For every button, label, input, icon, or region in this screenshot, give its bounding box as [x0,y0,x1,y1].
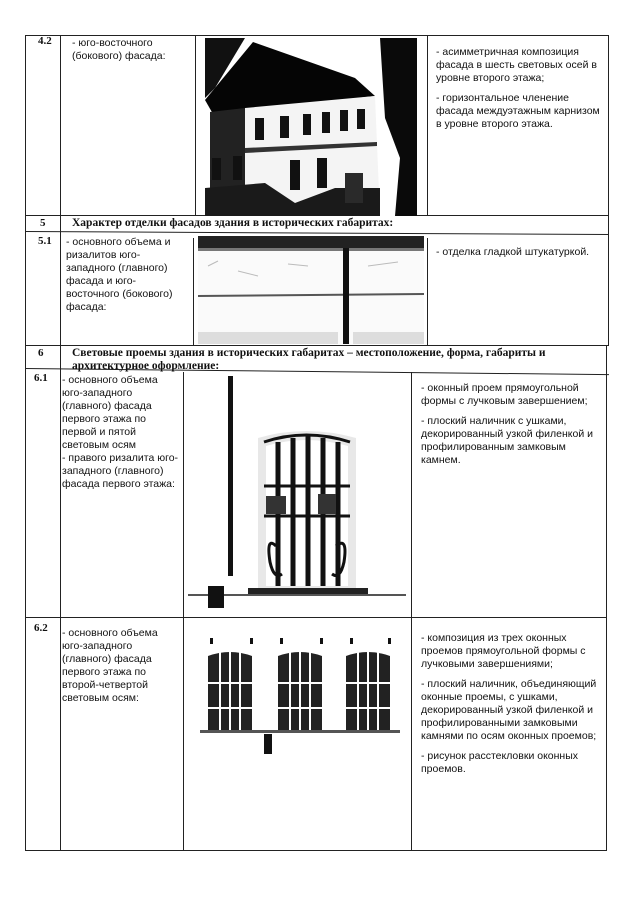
table-border-bottom [25,850,607,851]
row-number: 4.2 [38,35,52,47]
row-notes [421,382,601,474]
row-notes [421,632,601,783]
section-number: 5 [40,217,46,229]
triple-window-photo [190,638,406,756]
note-item: - композиция из трех оконных проемов прямоугольной формы с лучковыми завершениями; [421,632,586,670]
row-element-text: - основного объема юго-западного (главного) фасада первого этажа по первой и пятой световым осям - правого ризалита юго-западного (главного) фасада первого этажа: [62,374,179,490]
section-heading: Характер отделки фасадов здания в исторических габаритах: [72,217,394,229]
window-arched-photo [188,376,406,612]
table-border-left [25,35,26,850]
row-divider [25,617,607,618]
row-notes [436,46,604,138]
row-notes [436,246,604,266]
note-item: - горизонтальное членение фасада междуэтажным карнизом в уровне второго этажа. [436,92,600,130]
row-element-text: - основного объема и ризалитов юго-западного (главного) фасада и юго-восточного (бокового) фасада: [66,236,173,313]
table-border-right [608,225,609,345]
row-divider [25,231,609,235]
note-item: - отделка гладкой штукатуркой. [436,246,590,258]
row-number: 6.1 [34,372,48,384]
note-item: - оконный проем прямоугольной формы с лучковым завершением; [421,382,588,407]
table-col-divider-num [60,35,61,850]
note-item: - рисунок расстекловки оконных проемов. [421,750,579,775]
row-element-text: - юго-восточного (бокового) фасада: [72,37,166,62]
table-border-right [606,345,607,850]
row-number: 6.2 [34,622,48,634]
plaster-finish-photo [198,236,424,344]
row-element-text: - основного объема юго-западного (главного) фасада первого этажа по второй-четвертой световым осям: [62,627,158,704]
table-col-divider [411,372,412,850]
table-col-divider [195,35,196,215]
table-col-divider [427,35,428,215]
note-item: - плоский наличник, объединяющий оконные проемы, с ушками, декорированный узкой филенкой и профилированными замковыми камнями по осям оконных проемов; [421,678,597,742]
row-divider [25,345,609,346]
table-col-divider [193,238,194,346]
table-border-top [25,35,609,36]
table-border-right [608,35,609,225]
note-item: - асимметричная композиция фасада в шесть световых осей в уровне второго этажа; [436,46,597,84]
table-col-divider [427,238,428,346]
note-item: - плоский наличник с ушками, декорированный узкой филенкой и профилированным замковым камнем. [421,415,593,466]
section-heading: Световые проемы здания в исторических габаритах – местоположение, форма, габариты и архитектурное оформление: [72,347,546,372]
table-col-divider [183,372,184,850]
section-number: 6 [38,347,44,359]
building-facade-photo [205,38,417,216]
row-number: 5.1 [38,235,52,247]
